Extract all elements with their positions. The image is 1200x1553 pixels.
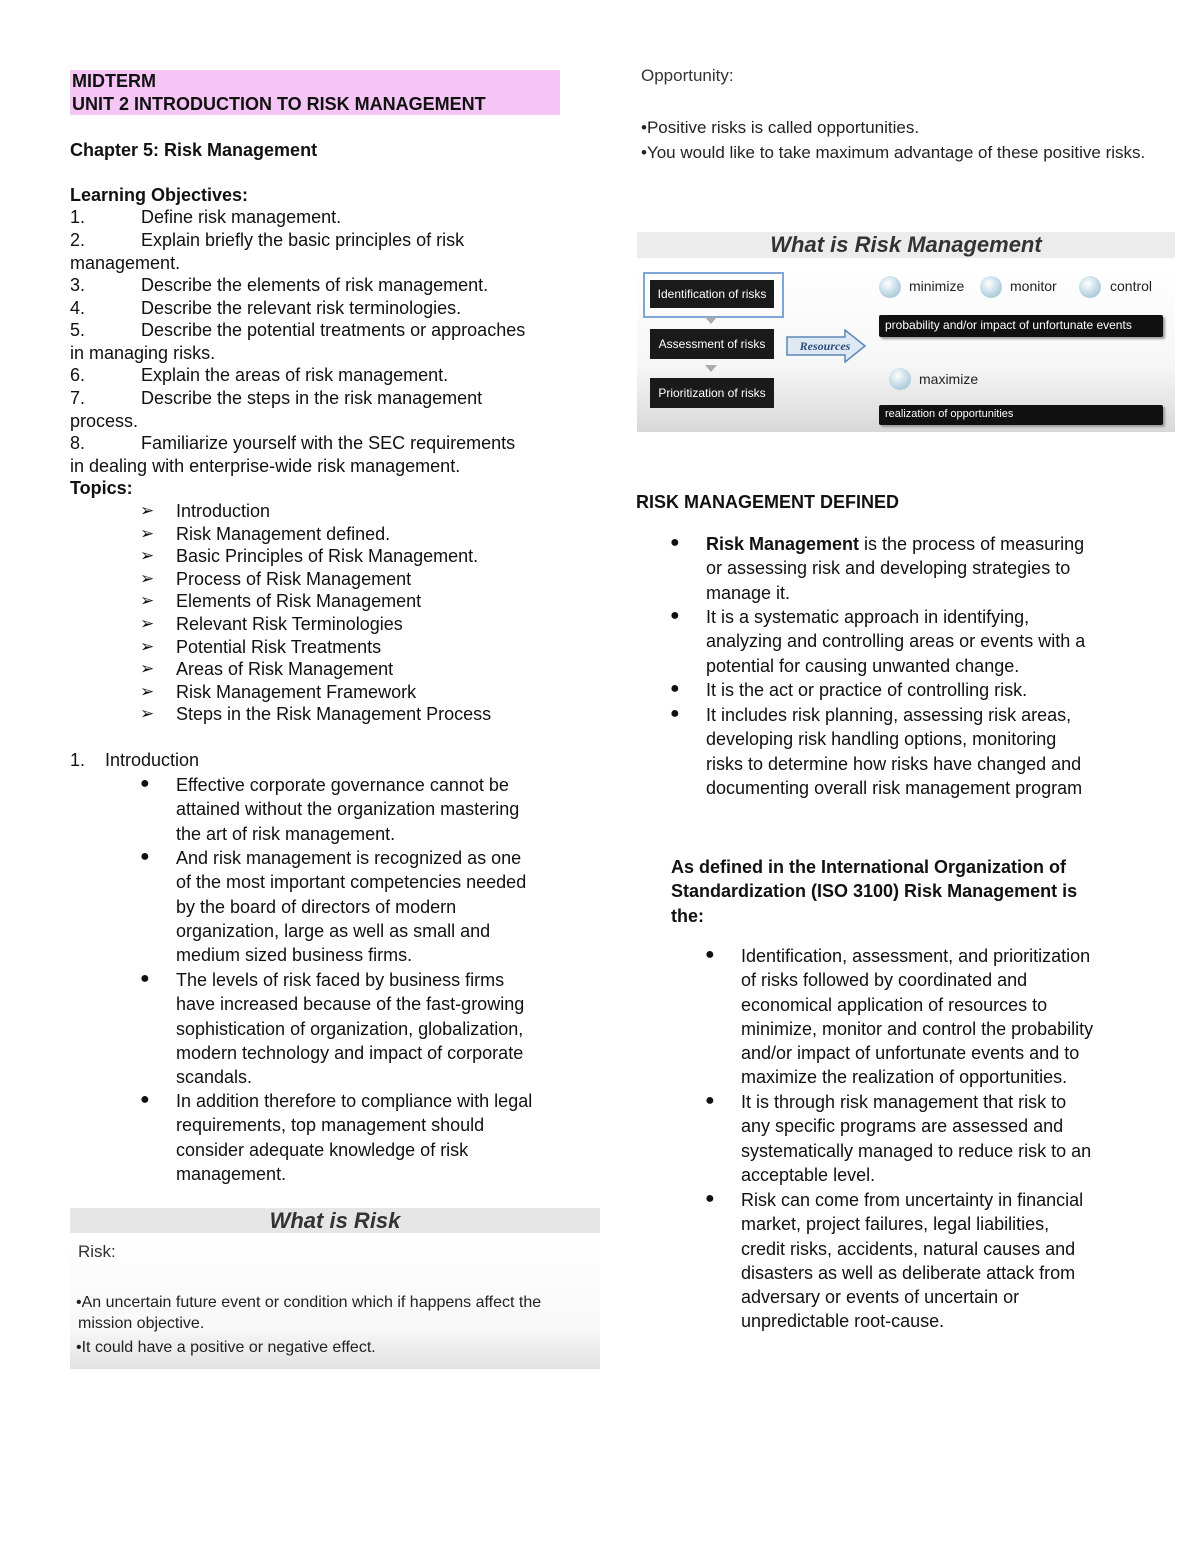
arrow-bullet-icon: ➢ [140,704,155,723]
arrow-bullet-icon: ➢ [140,501,155,520]
objective-3: 3. Describe the elements of risk management. [70,275,489,295]
risk-definition-line: mission objective. [78,1315,205,1332]
opportunities-bar: realization of opportunities [879,405,1163,425]
down-arrow-icon [705,317,717,324]
resources-arrow-icon [785,329,867,363]
header-unit-title: UNIT 2 INTRODUCTION TO RISK MANAGEMENT [72,93,486,114]
monitor-label: monitor [1010,278,1057,294]
arrow-bullet-icon: ➢ [140,637,155,656]
introduction-heading: 1. Introduction [70,750,200,770]
maximize-label: maximize [919,371,979,387]
bullet-dot-icon: ● [670,680,680,697]
document-header [70,70,560,115]
arrow-bullet-icon: ➢ [140,614,155,633]
bullet-dot-icon: ● [670,705,680,722]
arrow-bullet-icon: ➢ [140,659,155,678]
bullet-dot-icon: ● [140,970,150,987]
step-prioritization: Prioritization of risks [650,378,774,408]
down-arrow-icon [705,365,717,372]
chapter-title: Chapter 5: Risk Management [70,140,318,160]
iso-definition-title: As defined in the International Organization of Standardization (ISO 3100) Risk Management is the: [671,857,1078,926]
arrow-bullet-icon: ➢ [140,682,155,701]
bullet-dot-icon: ● [140,848,150,865]
bullet-dot-icon: ● [670,534,680,551]
objective-6: 6. Explain the areas of risk management. [70,365,449,385]
step-assessment: Assessment of risks [650,329,774,359]
bullet-dot-icon: ● [705,946,715,963]
learning-objectives-title: Learning Objectives: [70,185,249,205]
what-is-rm-title: What is Risk Management [637,232,1175,258]
circle-bullet-icon [980,276,1002,298]
circle-bullet-icon [889,368,911,390]
control-label: control [1110,278,1153,294]
opportunity-line: •Positive risks is called opportunities. [641,118,920,137]
objective-8: 8. Familiarize yourself with the SEC requirements in dealing with enterprise-wide risk management. [70,433,516,476]
opportunity-line: •You would like to take maximum advantage of these positive risks. [641,143,1146,162]
objective-7: 7. Describe the steps in the risk management process. [70,388,483,431]
arrow-bullet-icon: ➢ [140,591,155,610]
bullet-dot-icon: ● [670,607,680,624]
objective-1: 1. Define risk management. [70,207,342,227]
objective-5: 5. Describe the potential treatments or approaches in managing risks. [70,320,526,363]
arrow-bullet-icon: ➢ [140,569,155,588]
opportunity-title: Opportunity: [641,66,734,85]
circle-bullet-icon [879,276,901,298]
bullet-dot-icon: ● [705,1092,715,1109]
circle-bullet-icon [1079,276,1101,298]
arrow-bullet-icon: ➢ [140,546,155,565]
what-is-risk-title: What is Risk [70,1208,600,1233]
resources-label: Resources [799,339,851,353]
risk-label: Risk: [78,1242,116,1261]
rm-defined-title: RISK MANAGEMENT DEFINED [636,492,900,512]
risk-definition-line: •An uncertain future event or condition which if happens affect the [76,1294,542,1311]
arrow-bullet-icon: ➢ [140,524,155,543]
risk-definition-line: •It could have a positive or negative effect. [76,1339,376,1356]
topics-title: Topics: [70,478,133,498]
minimize-label: minimize [909,278,965,294]
probability-bar: probability and/or impact of unfortunate events [879,315,1163,337]
header-midterm: MIDTERM [72,71,156,91]
bullet-dot-icon: ● [705,1190,715,1207]
bullet-dot-icon: ● [140,1091,150,1108]
step-identification: Identification of risks [650,280,774,308]
objective-4: 4. Describe the relevant risk terminologies. [70,298,462,318]
objective-2: 2. Explain briefly the basic principles of risk management. [70,230,465,273]
bullet-dot-icon: ● [140,775,150,792]
